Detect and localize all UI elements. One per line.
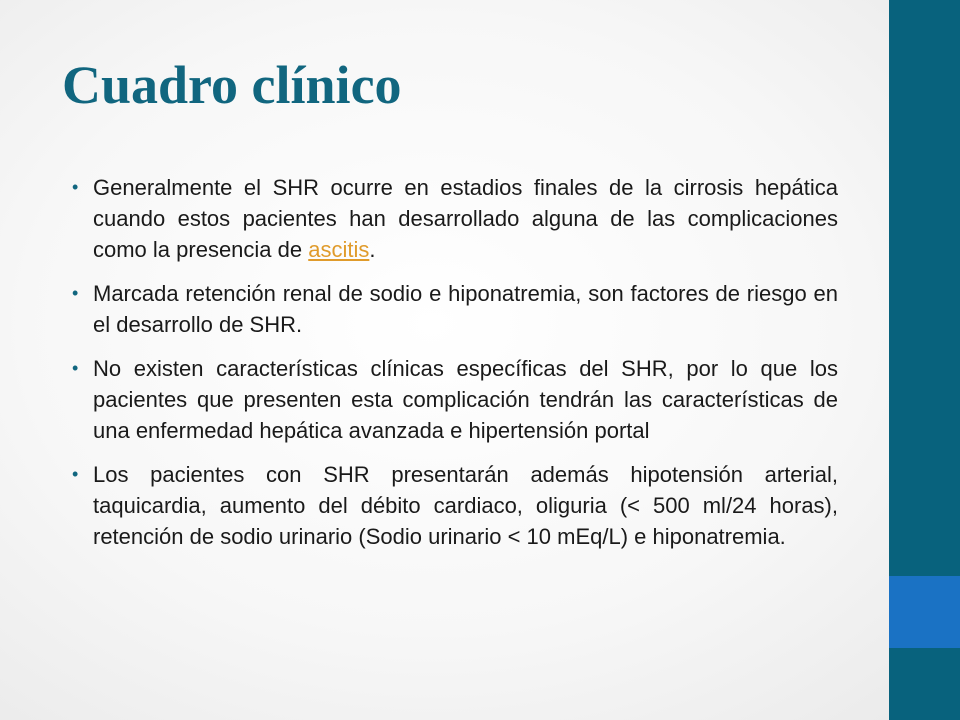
bullet-list — [72, 172, 838, 692]
bullet-dot: • — [72, 177, 79, 197]
ascitis-link[interactable]: ascitis — [308, 237, 370, 262]
bullet-text-3: No existen características clínicas específicas del SHR, por lo que los pacientes que presenten esta complicación tendrán las características de una enfermedad hepática avanzada e hipertensión portal — [93, 356, 838, 443]
side-accent-block — [889, 576, 960, 648]
bullet-dot: • — [72, 464, 79, 484]
bullet-text-1-end: . — [369, 237, 376, 262]
bullet-item-1 — [72, 172, 838, 265]
bullet-dot: • — [72, 358, 79, 378]
bullet-text-1-start: Generalmente el SHR ocurre en estadios finales de la cirrosis hepática cuando estos pacientes han desarrollado alguna de las complicaciones como la presencia de — [93, 175, 838, 262]
bullet-dot: • — [72, 283, 79, 303]
bullet-text-2: Marcada retención renal de sodio e hiponatremia, son factores de riesgo en el desarrollo de SHR. — [93, 281, 838, 337]
bullet-text-4: Los pacientes con SHR presentarán además hipotensión arterial, taquicardia, aumento del débito cardiaco, oliguria (< 500 ml/24 horas), retención de sodio urinario (Sodio urinario < 10 mEq/L) e hiponatremia. — [93, 462, 838, 549]
bullet-item-4 — [72, 459, 838, 552]
bullet-item-2 — [72, 278, 838, 340]
bullet-item-3 — [72, 353, 838, 446]
slide-title: Cuadro clínico — [62, 55, 402, 115]
